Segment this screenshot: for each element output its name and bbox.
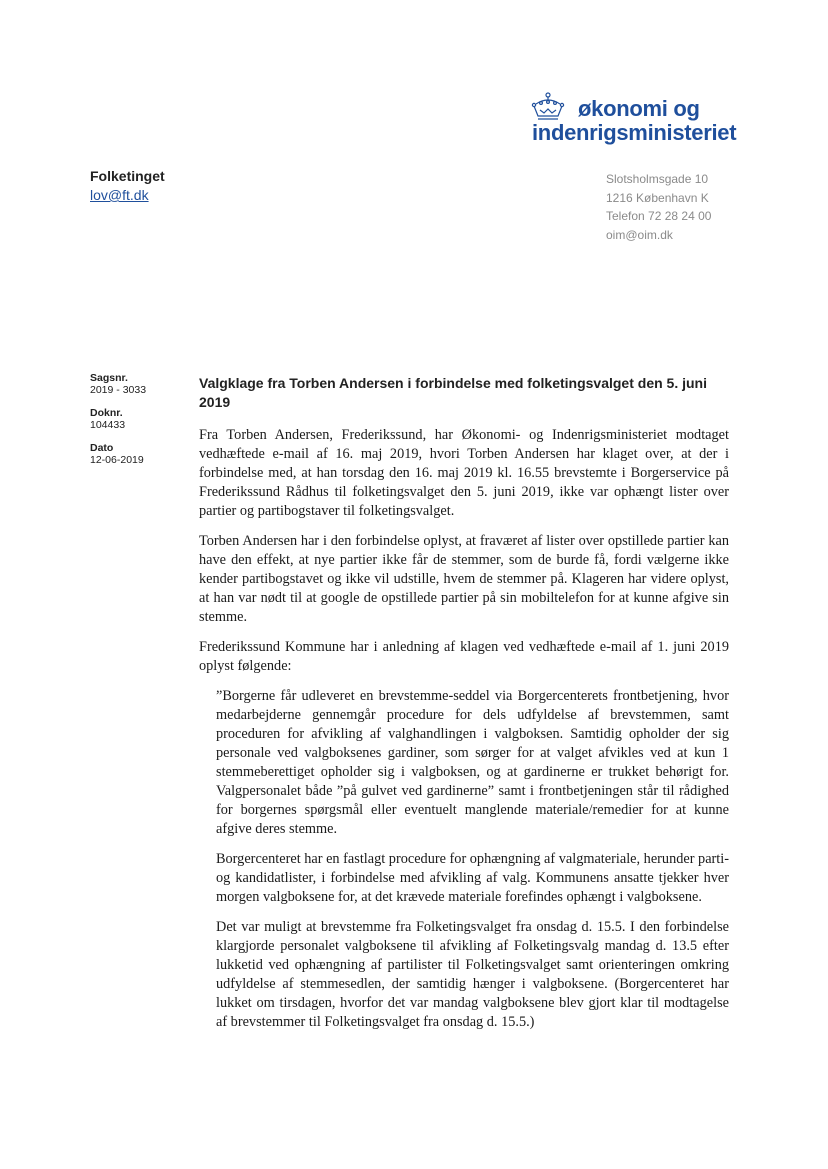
- recipient-block: [90, 168, 165, 203]
- quote-paragraph: ”Borgerne får udleveret en brevstemme-seddel via Borgercenterets frontbetjening, hvor medarbejderne gennemgår procedure for dels udfyldelse af brevstemmen, samt proceduren for afvikling af valghandlingen i valgboksen. Samtidig opholder der sig personale ved valgboksenes gardiner, som sørger for at valget afvikles ved at kun 1 stemmeberettiget opholder sig i valgboksen, og at gardinerne er trukket behørigt for. Valgpersonalet både ”på gulvet ved gardinerne” samt i frontbetjeningen står til rådighed for borgernes spørgsmål eller eventuelt manglende materiale/remedier for at kunne afgive deres stemme.: [216, 688, 729, 837]
- address-city: 1216 København K: [606, 190, 709, 205]
- letter-body: [199, 426, 729, 1043]
- case-metadata: [90, 372, 146, 477]
- quote-paragraph: Det var muligt at brevstemme fra Folketingsvalget fra onsdag d. 15.5. I den forbindelse klargjorde personalet valgboksene til afvikling af Folketingsvalg mandag d. 13.5 efter lukketid ved ophængning af partilister til Folketingsvalget samt orienteringen omkring udfyldelse af stemmesedlen, der samtidig hænger i valgboksene. (Borgercenteret har lukket om tirsdagen, hvorfor det var mandag valgboksene blev gjort klar til modtagelse af brevstemmer til Folketingsvalget fra onsdag d. 15.5.): [216, 919, 729, 1030]
- body-paragraph: Frederikssund Kommune har i anledning af klagen ved vedhæftede e-mail af 1. juni 2019 oplyst følgende:: [199, 639, 729, 674]
- address-phone: Telefon 72 28 24 00: [606, 209, 712, 223]
- sagsnr-value: 2019 - 3033: [90, 384, 147, 396]
- logo-text-line2: indenrigsministeriet: [532, 120, 737, 145]
- sender-address: [606, 170, 711, 244]
- body-paragraph: Fra Torben Andersen, Frederikssund, har Økonomi- og Indenrigsministeriet modtaget vedhæftede e-mail af 16. maj 2019, hvori Torben Andersen har klaget over, at der i forbindelse med, at han torsdag den 16. maj 2019 kl. 16.55 brevstemte i Borgerservice på Frederikssund Rådhus til folketingsvalget den 5. juni 2019, ikke var ophængt lister over partier og partibogstaver til folketingsvalget.: [199, 427, 729, 519]
- crown-icon: [530, 92, 566, 122]
- letter-subject: Valgklage fra Torben Andersen i forbindelse med folketingsvalget den 5. juni 2019: [199, 375, 707, 410]
- recipient-name: Folketinget: [90, 168, 165, 184]
- doknr-label: Doknr.: [90, 407, 123, 419]
- recipient-email-link[interactable]: lov@ft.dk: [90, 187, 149, 203]
- quoted-statement: [216, 687, 729, 1032]
- sagsnr-label: Sagsnr.: [90, 372, 128, 384]
- logo-text-line1: økonomi og: [578, 96, 700, 121]
- address-street: Slotsholmsgade 10: [606, 172, 709, 186]
- quote-paragraph: Borgercenteret har en fastlagt procedure for ophængning af valgmateriale, herunder parti- og kandidatlister, i forbindelse med afvikling af valg. Kommunens ansatte tjekker hver morgen valgboksene for, at det krævede materiale forefindes ophængt i valgboksene.: [216, 851, 730, 905]
- address-email: oim@oim.dk: [606, 227, 673, 242]
- dato-label: Dato: [90, 442, 114, 454]
- dato-value: 12-06-2019: [90, 454, 144, 466]
- body-paragraph: Torben Andersen har i den forbindelse oplyst, at fraværet af lister over opstillede partier kan have den effekt, at nye partier ikke får de stemmer, som de burde få, fordi vælgerne ikke kender partibogstavet og ikke vil udstille, hvem de stemmer på. Klageren har videre oplyst, at han var nødt til at google de opstillede partier på sin mobiltelefon for at kunne afgive sin stemme.: [199, 533, 729, 625]
- doknr-value: 104433: [90, 419, 126, 431]
